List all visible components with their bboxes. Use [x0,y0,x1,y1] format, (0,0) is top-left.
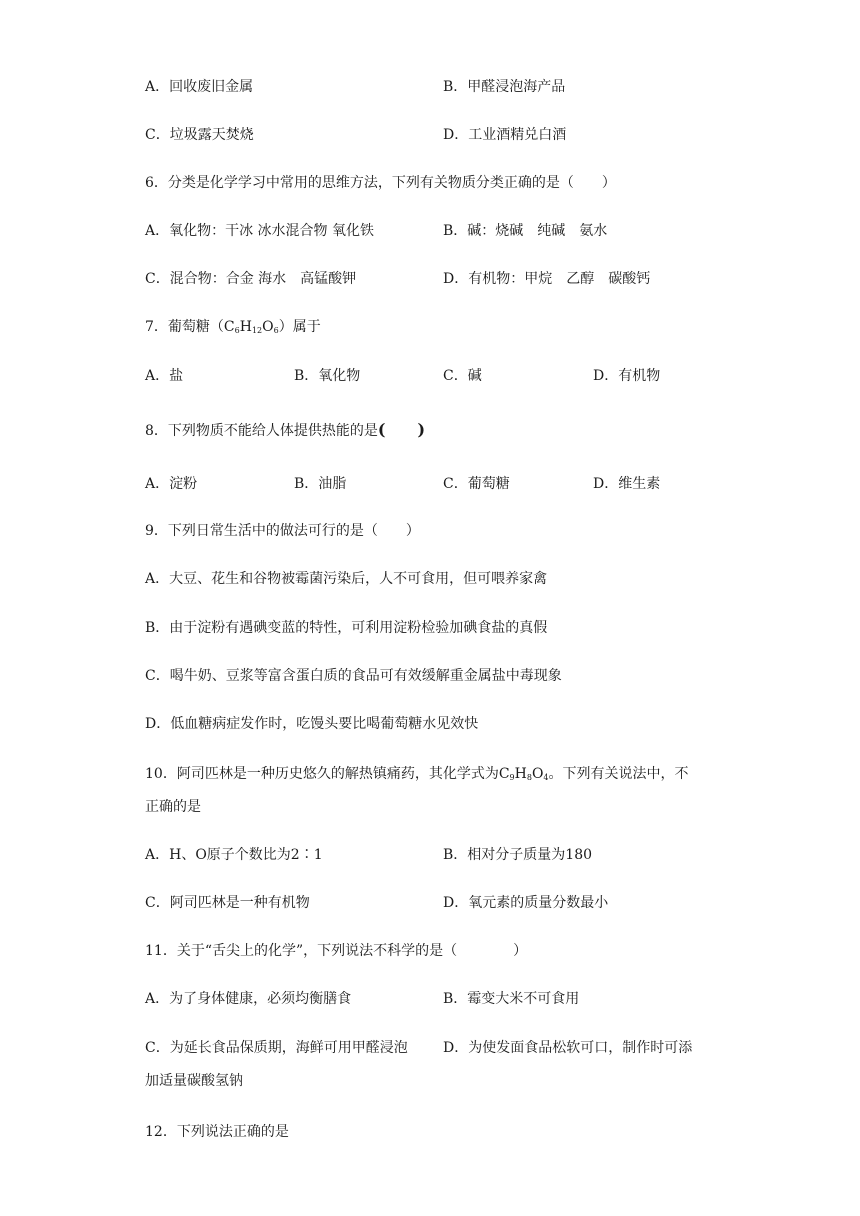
q10-option-a: A．H、O原子个数比为2∶1 [145,847,323,863]
q9-option-a: A．大豆、花生和谷物被霉菌污染后，人不可食用，但可喂养家禽 [145,571,548,587]
q10-option-c: C．阿司匹林是一种有机物 [145,895,310,911]
q8-stem: 8．下列物质不能给人体提供热能的是( ) [145,420,426,439]
q11-option-d: D．为使发面食品松软可口，制作时可添 [443,1040,693,1056]
q8-option-c: C．葡萄糖 [443,476,510,492]
q12-stem: 12．下列说法正确的是 [145,1124,289,1140]
q7-stem: 7．葡萄糖$(C_6H_{12}O_6)$属于 [145,319,321,335]
q5-option-a: A．回收废旧金属 [145,79,254,95]
q9-option-c: C．喝牛奶、豆浆等富含蛋白质的食品可有效缓解重金属盐中毒现象 [145,668,562,684]
q6-option-a: A．氧化物：干冰 冰水混合物 氧化铁 [145,223,375,239]
q6-option-c: C．混合物：合金 海水 高锰酸钾 [145,271,357,287]
q6-stem: 6．分类是化学学习中常用的思维方法，下列有关物质分类正确的是（ ） [145,175,616,191]
q11-option-c: C．为延长食品保质期，海鲜可用甲醛浸泡 [145,1040,408,1056]
q9-option-b: B．由于淀粉有遇碘变蓝的特性，可利用淀粉检验加碘食盐的真假 [145,620,548,636]
q5-option-b: B．甲醛浸泡海产品 [443,79,566,95]
q5-option-d: D．工业酒精兑白酒 [443,127,567,143]
q11-stem: 11．关于“舌尖上的化学”，下列说法不科学的是（ ） [145,943,528,959]
answer-parentheses: ( ) [377,420,426,439]
q8-option-b: B．油脂 [294,476,347,492]
q10-option-b: B．相对分子质量为180 [443,847,593,863]
q7-option-a: A．盐 [145,368,184,384]
q7-option-d: D．有机物 [593,368,661,384]
q7-option-b: B．氧化物 [294,368,361,384]
q11-option-d-continued: 加适量碳酸氢钠 [145,1073,243,1089]
q8-option-d: D．维生素 [593,476,661,492]
q5-option-c: C．垃圾露天焚烧 [145,127,254,143]
q9-stem: 9．下列日常生活中的做法可行的是（ ） [145,523,420,539]
q11-option-b: B．霉变大米不可食用 [443,991,580,1007]
q8-option-a: A．淀粉 [145,476,198,492]
q6-option-d: D．有机物：甲烷 乙醇 碳酸钙 [443,271,651,287]
q11-option-a: A．为了身体健康，必须均衡膳食 [145,991,352,1007]
q9-option-d: D．低血糖病症发作时，吃馒头要比喝葡萄糖水见效快 [145,716,479,732]
q10-stem: 10．阿司匹林是一种历史悠久的解热镇痛药，其化学式为$C_9H_8O_4$。下列有关说法中，不 [145,766,689,782]
q10-stem-line2: 正确的是 [145,799,201,815]
q6-option-b: B．碱：烧碱 纯碱 氨水 [443,223,608,239]
q7-option-c: C．碱 [443,368,482,384]
q10-option-d: D．氧元素的质量分数最小 [443,895,609,911]
